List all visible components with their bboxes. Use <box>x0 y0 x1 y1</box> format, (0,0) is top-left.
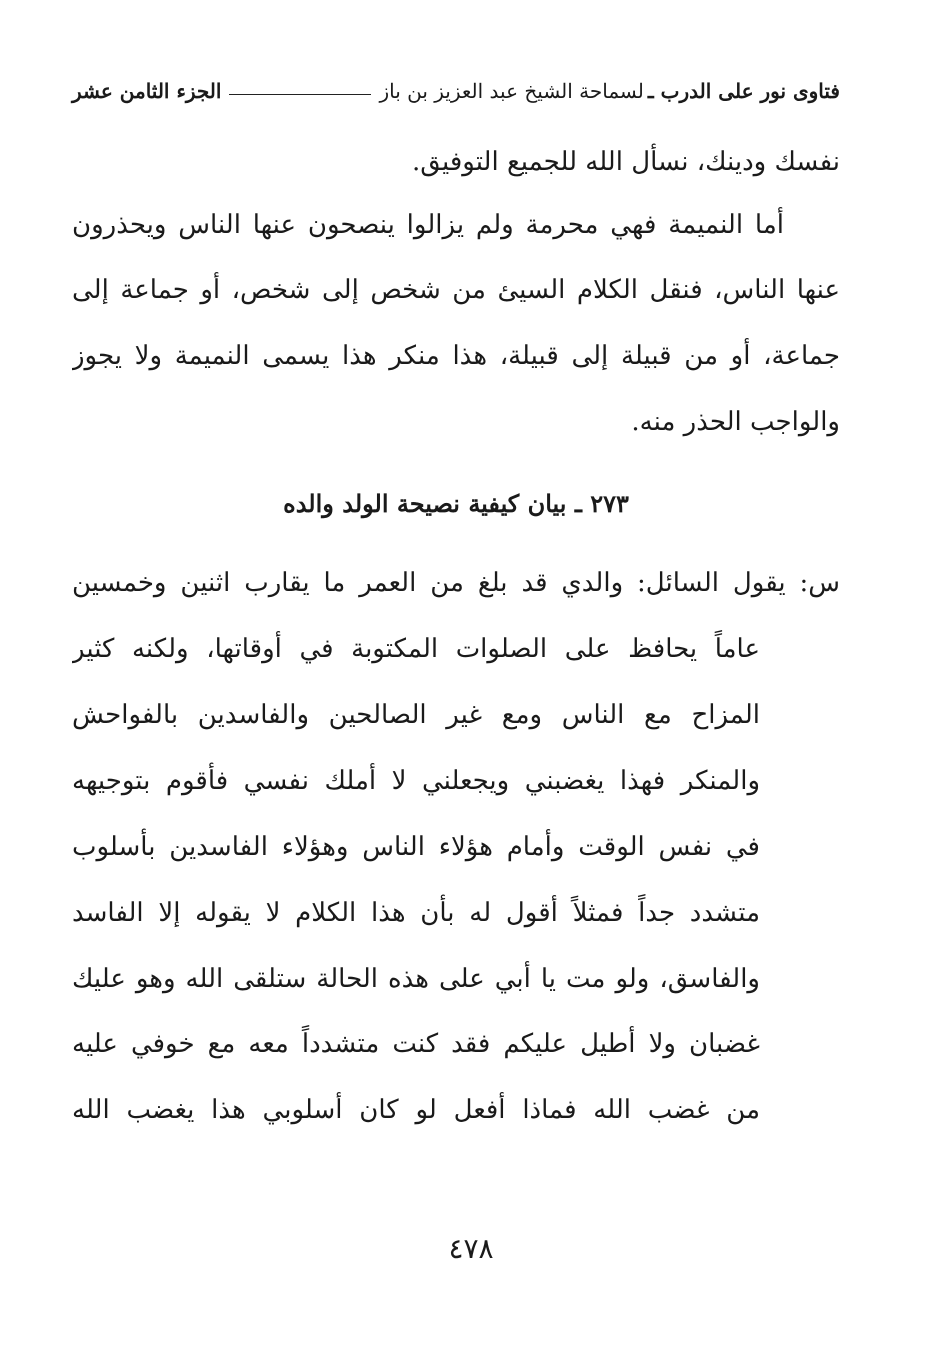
section-heading <box>72 484 840 524</box>
page-number: ٤٧٨ <box>448 1232 494 1265</box>
question-line: س: يقول السائل: والدي قد بلغ من العمر ما يقارب اثنين وخمسين <box>72 568 840 598</box>
author-name: لسماحة الشيخ عبد العزيز بن باز <box>379 79 644 103</box>
text-line: جماعة، أو من قبيلة إلى قبيلة، هذا منكر هذا يسمى النميمة ولا يجوز <box>72 341 840 371</box>
section-title: بيان كيفية نصيحة الولد والده <box>283 489 567 518</box>
running-header <box>72 74 840 108</box>
question-line: المزاح مع الناس ومع غير الصالحين والفاسدين بالفواحش <box>72 700 760 730</box>
volume-part: الجزء الثامن عشر <box>72 79 222 103</box>
question-line: والفاسق، ولو مت يا أبي على هذه الحالة ستلقى الله وهو عليك <box>72 964 760 994</box>
question-line: عاماً يحافظ على الصلوات المكتوبة في أوقاتها، ولكنه كثير <box>72 634 760 664</box>
question-line: من غضب الله فماذا أفعل لو كان أسلوبي هذا يغضب الله <box>72 1095 760 1125</box>
book-title: فتاوى نور على الدرب ـ <box>647 79 840 103</box>
text-line: عنها الناس، فنقل الكلام السيئ من شخص إلى شخص، أو جماعة إلى <box>72 275 840 305</box>
question-line: في نفس الوقت وأمام هؤلاء الناس وهؤلاء الفاسدين بأسلوب <box>72 832 760 862</box>
text-line: نفسك ودينك، نسأل الله للجميع التوفيق. <box>412 147 840 177</box>
header-rule <box>229 94 371 95</box>
question-line: والمنكر فهذا يغضبني ويجعلني لا أملك نفسي فأقوم بتوجيهه <box>72 766 760 796</box>
question-line: غضبان ولا أطيل عليكم فقد كنت متشدداً معه مع خوفي عليه <box>72 1029 760 1059</box>
question-line: متشدد جداً فمثلاً أقول له بأن هذا الكلام لا يقوله إلا الفاسد <box>72 898 760 928</box>
text-line: أما النميمة فهي محرمة ولم يزالوا ينصحون عنها الناس ويحذرون <box>72 210 784 240</box>
text-line: والواجب الحذر منه. <box>631 407 840 437</box>
section-number: ٢٧٣ ـ <box>574 489 629 518</box>
